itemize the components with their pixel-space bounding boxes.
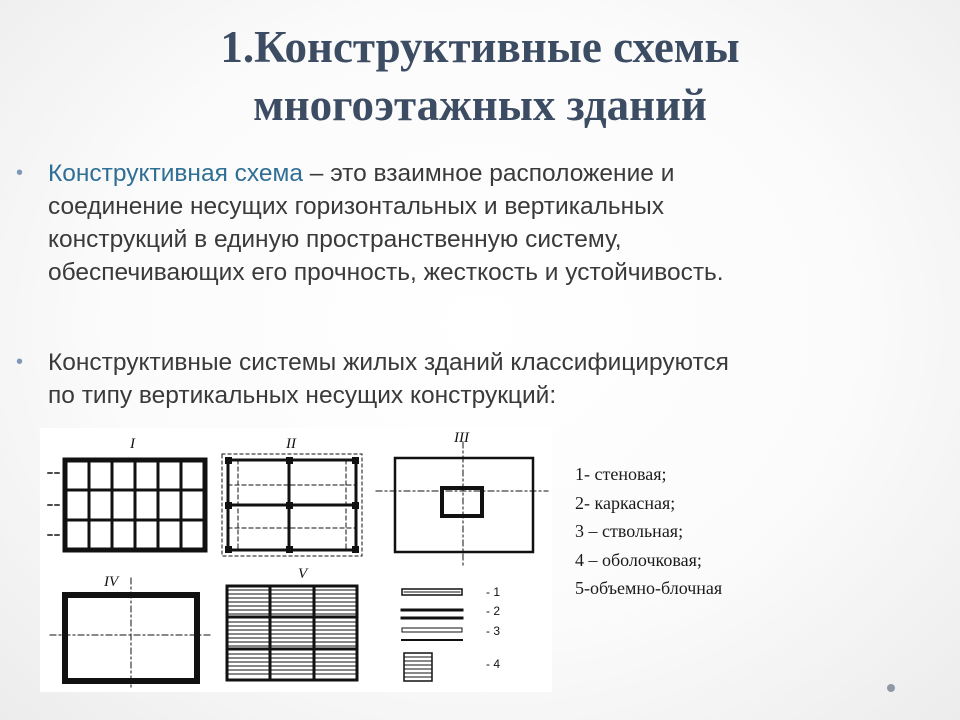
bullet-definition bbox=[16, 157, 938, 289]
scheme-label-2: II bbox=[286, 436, 296, 452]
scheme-wall-drawing bbox=[48, 460, 205, 550]
bullet-1-line-2: соединение несущих горизонтальных и вертикальных bbox=[48, 193, 665, 220]
scheme-shell-drawing bbox=[50, 578, 212, 690]
scheme-core-drawing bbox=[376, 442, 548, 566]
bullet-1-line-3: конструкций в единую пространственную систему, bbox=[48, 226, 622, 253]
legend-item: 4 – оболочковая; bbox=[575, 549, 702, 570]
bullet-2-line-1: Конструктивные системы жилых зданий классифицируются bbox=[48, 349, 729, 376]
scheme-label-1: I bbox=[130, 436, 135, 452]
key-number-4: - 4 bbox=[486, 657, 501, 671]
key-number-3: - 3 bbox=[486, 624, 501, 638]
legend-item: 5-объемно-блочная bbox=[575, 578, 723, 598]
bullet-dot-icon: • bbox=[16, 162, 24, 184]
bullet-dot-icon: • bbox=[16, 351, 24, 373]
legend-item: 1- стеновая; bbox=[575, 464, 667, 484]
term-highlight: Конструктивная схема bbox=[48, 160, 303, 187]
scheme-block-drawing bbox=[227, 586, 357, 680]
bullet-1-line-4: обеспечивающих его прочность, жесткость и устойчивость. bbox=[48, 259, 724, 286]
bullet-2-line-2: по типу вертикальных несущих конструкций: bbox=[48, 382, 557, 409]
bullet-1-line-1-rest: – это взаимное расположение и bbox=[302, 160, 675, 187]
key-number-2: - 2 bbox=[486, 604, 501, 618]
scheme-label-4: IV bbox=[104, 574, 119, 590]
key-symbols-drawing bbox=[402, 589, 462, 681]
bullet-1-line-1 bbox=[48, 157, 938, 190]
schemes-legend bbox=[575, 460, 722, 603]
key-number-1: - 1 bbox=[486, 585, 501, 599]
title-line-2: многоэтажных зданий bbox=[253, 80, 707, 130]
legend-item: 3 – ствольная; bbox=[575, 521, 684, 541]
scheme-label-3: III bbox=[454, 430, 469, 446]
title-line-1: 1.Конструктивные схемы bbox=[220, 22, 740, 72]
slide-corner-dot bbox=[887, 684, 895, 692]
slide-title bbox=[0, 18, 960, 134]
bullet-classification bbox=[16, 346, 938, 412]
structural-schemes-figure bbox=[40, 428, 552, 692]
scheme-frame-drawing bbox=[222, 454, 362, 556]
schemes-drawing bbox=[40, 428, 552, 692]
scheme-label-5: V bbox=[298, 566, 308, 582]
legend-item: 2- каркасная; bbox=[575, 492, 676, 513]
